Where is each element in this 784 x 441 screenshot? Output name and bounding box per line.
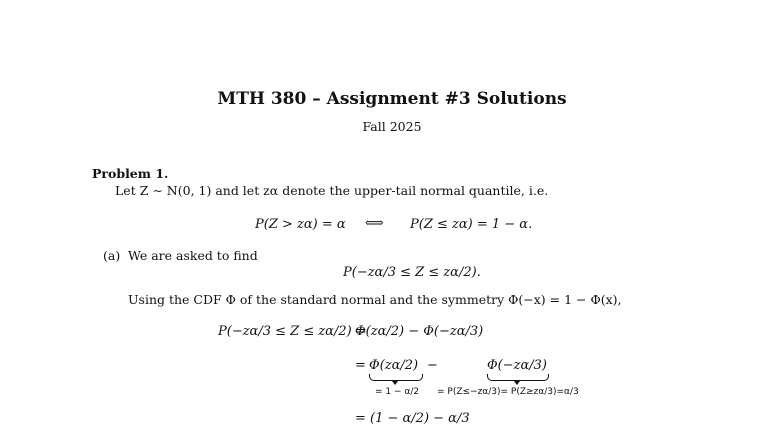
underbrace-term1 <box>369 374 423 381</box>
underbrace-term2-tip <box>514 381 520 385</box>
underbrace-term2-note: = P(Z≤−zα/3)= P(Z≥zα/3)=α/3 <box>437 387 579 397</box>
underbrace-term2 <box>487 374 549 381</box>
document-title: MTH 380 – Assignment #3 Solutions <box>217 89 567 109</box>
equation-line3: = (1 − α/2) − α/3 <box>355 411 470 426</box>
part-a-target: P(−zα/3 ≤ Z ≤ zα/2). <box>343 265 481 280</box>
definition-left: P(Z > zα) = α <box>255 217 346 232</box>
definition-right: P(Z ≤ zα) = 1 − α. <box>410 217 533 232</box>
cdf-sentence: Using the CDF Φ of the standard normal and the symmetry Φ(−x) = 1 − Φ(x), <box>128 292 622 307</box>
underbrace-term1-note: = 1 − α/2 <box>375 387 420 397</box>
equation-line2-term1: Φ(zα/2) <box>369 358 419 373</box>
document-term: Fall 2025 <box>362 119 422 134</box>
iff-symbol: ⟺ <box>365 216 384 231</box>
equation-line2-term2: Φ(−zα/3) <box>487 358 547 373</box>
equation-line2-minus: − <box>427 358 438 373</box>
part-a-text: We are asked to find <box>128 248 258 263</box>
problem-heading: Problem 1. <box>92 166 169 181</box>
part-a-label: (a) <box>103 248 121 263</box>
equation-line1-lhs: P(−zα/3 ≤ Z ≤ zα/2) = <box>218 324 367 339</box>
equation-line1-rhs: Φ(zα/2) − Φ(−zα/3) <box>355 324 484 339</box>
problem-intro: Let Z ∼ N(0, 1) and let zα denote the upper-tail normal quantile, i.e. <box>115 183 549 198</box>
equation-line2-equals: = <box>355 358 366 373</box>
underbrace-term1-tip <box>392 381 398 385</box>
